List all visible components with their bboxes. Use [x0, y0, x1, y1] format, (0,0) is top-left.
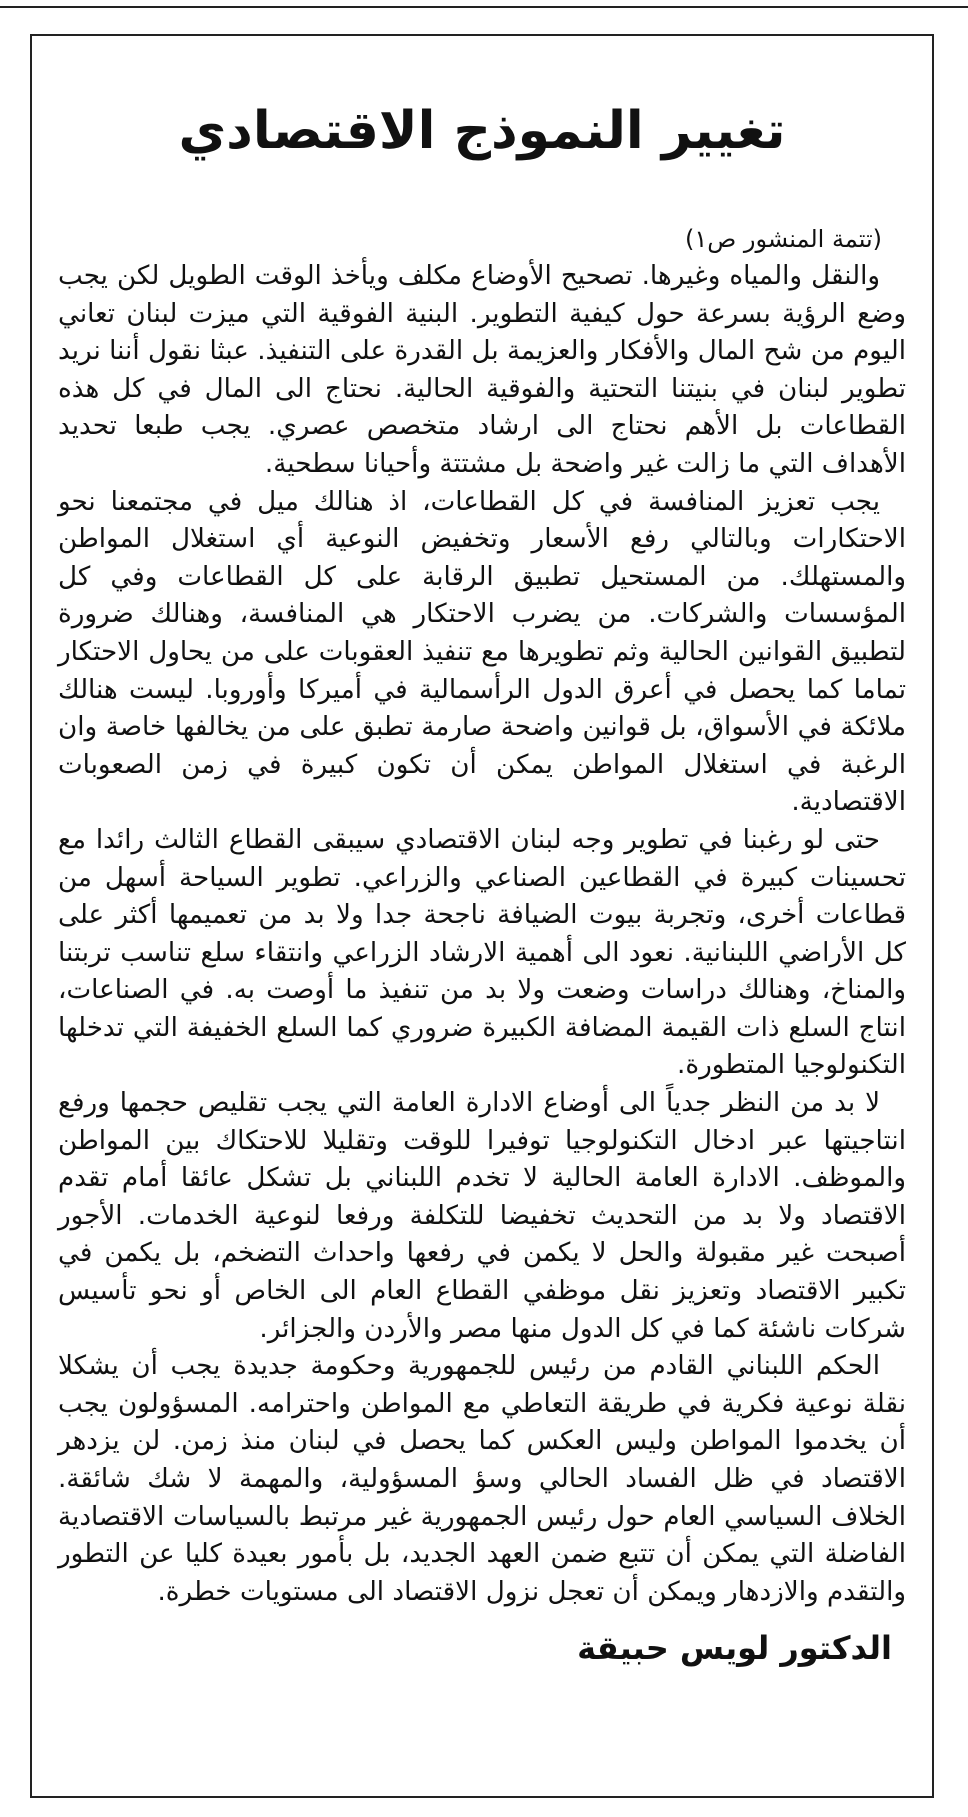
- continuation-note: (تتمة المنشور ص١): [684, 225, 882, 253]
- paragraph-5: الحكم اللبناني القادم من رئيس للجمهورية وحكومة جديدة يجب أن يشكلا نقلة نوعية فكرية في طريقة التعاطي مع المواطن واحترامه. المسؤولون يجب أن يخدموا المواطن وليس العكس كما يحصل في لبنان منذ زمن. لن يزدهر الاقتصاد في ظل الفساد الحالي وسؤ المسؤولية، والمهمة لا شك شائقة. الخلاف السياسي العام حول رئيس الجمهورية غير مرتبط بالسياسات الاقتصادية الفاضلة التي يمكن أن تتبع ضمن العهد الجديد، بل بأمور بعيدة كليا عن التطور والتقدم والازدهار ويمكن أن تعجل نزول الاقتصاد الى مستويات خطرة.: [58, 1351, 906, 1607]
- headline: تغيير النموذج الاقتصادي: [178, 101, 786, 161]
- article-box: [30, 34, 934, 1798]
- paragraph-1: والنقل والمياه وغيرها. تصحيح الأوضاع مكلف ويأخذ الوقت الطويل لكن يجب وضع الرؤية بسرعة حول كيفية التطوير. البنية الفوقية التي ميزت لبنان تعاني اليوم من شح المال والأفكار والعزيمة بل القدرة على التنفيذ. عبثا نقول أننا نريد تطوير لبنان في بنيتنا التحتية والفوقية الحالية. نحتاج الى المال في كل هذه القطاعات بل الأهم نحتاج الى ارشاد متخصص عصري. يجب طبعا تحديد الأهداف التي ما زالت غير واضحة بل مشتتة وأحيانا سطحية.: [58, 261, 906, 479]
- paragraph-2: يجب تعزيز المنافسة في كل القطاعات، اذ هنالك ميل في مجتمعنا نحو الاحتكارات وبالتالي رفع الأسعار وتخفيض النوعية أي استغلال المواطن والمستهلك. من المستحيل تطبيق الرقابة على كل القطاعات وفي كل المؤسسات والشركات. من يضرب الاحتكار هي المنافسة، وهنالك ضرورة لتطبيق القوانين الحالية وثم تطويرها مع تنفيذ العقوبات على من يحاول الاحتكار تماما كما يحصل في أعرق الدول الرأسمالية في أميركا وأوروبا. ليست هنالك ملائكة في الأسواق، بل قوانين واضحة صارمة تطبق على من يخالفها خاصة وان الرغبة في استغلال المواطن يمكن أن تكون كبيرة في زمن الصعوبات الاقتصادية.: [58, 486, 906, 818]
- author-signature: الدكتور لويس حبيقة: [577, 1629, 892, 1668]
- paragraph-3: حتى لو رغبنا في تطوير وجه لبنان الاقتصادي سيبقى القطاع الثالث رائدا مع تحسينات كبيرة في القطاعين الصناعي والزراعي. تطوير السياحة أسهل من قطاعات أخرى، وتجربة بيوت الضيافة ناجحة جدا ولا بد من تعميمها أكثر على كل الأراضي اللبنانية. نعود الى أهمية الارشاد الزراعي وانتقاء سلع تناسب تربتنا والمناخ، وهنالك دراسات وضعت ولا بد من تنفيذ ما أوصت به. في الصناعات، انتاج السلع ذات القيمة المضافة الكبيرة ضروري كما السلع الخفيفة التي تدخلها التكنولوجيا المتطورة.: [58, 824, 906, 1081]
- paragraph-4: لا بد من النظر جدياً الى أوضاع الادارة العامة التي يجب تقليص حجمها ورفع انتاجيتها عبر ادخال التكنولوجيا توفيرا للوقت وتقليلا للاحتكاك بين المواطن والموظف. الادارة العامة الحالية لا تخدم اللبناني بل تشكل عائقا أمام تقدم الاقتصاد ولا بد من التحديث تخفيضا للتكلفة ورفعا لنوعية الخدمات. الأجور أصبحت غير مقبولة والحل لا يكمن في رفعها واحداث التضخم، بل يكمن في تكبير الاقتصاد وتعزيز نقل موظفي القطاع العام الى الخاص أو نحو تأسيس شركات ناشئة كما في كل الدول منها مصر والأردن والجزائر.: [58, 1088, 906, 1344]
- top-rule: [0, 6, 968, 8]
